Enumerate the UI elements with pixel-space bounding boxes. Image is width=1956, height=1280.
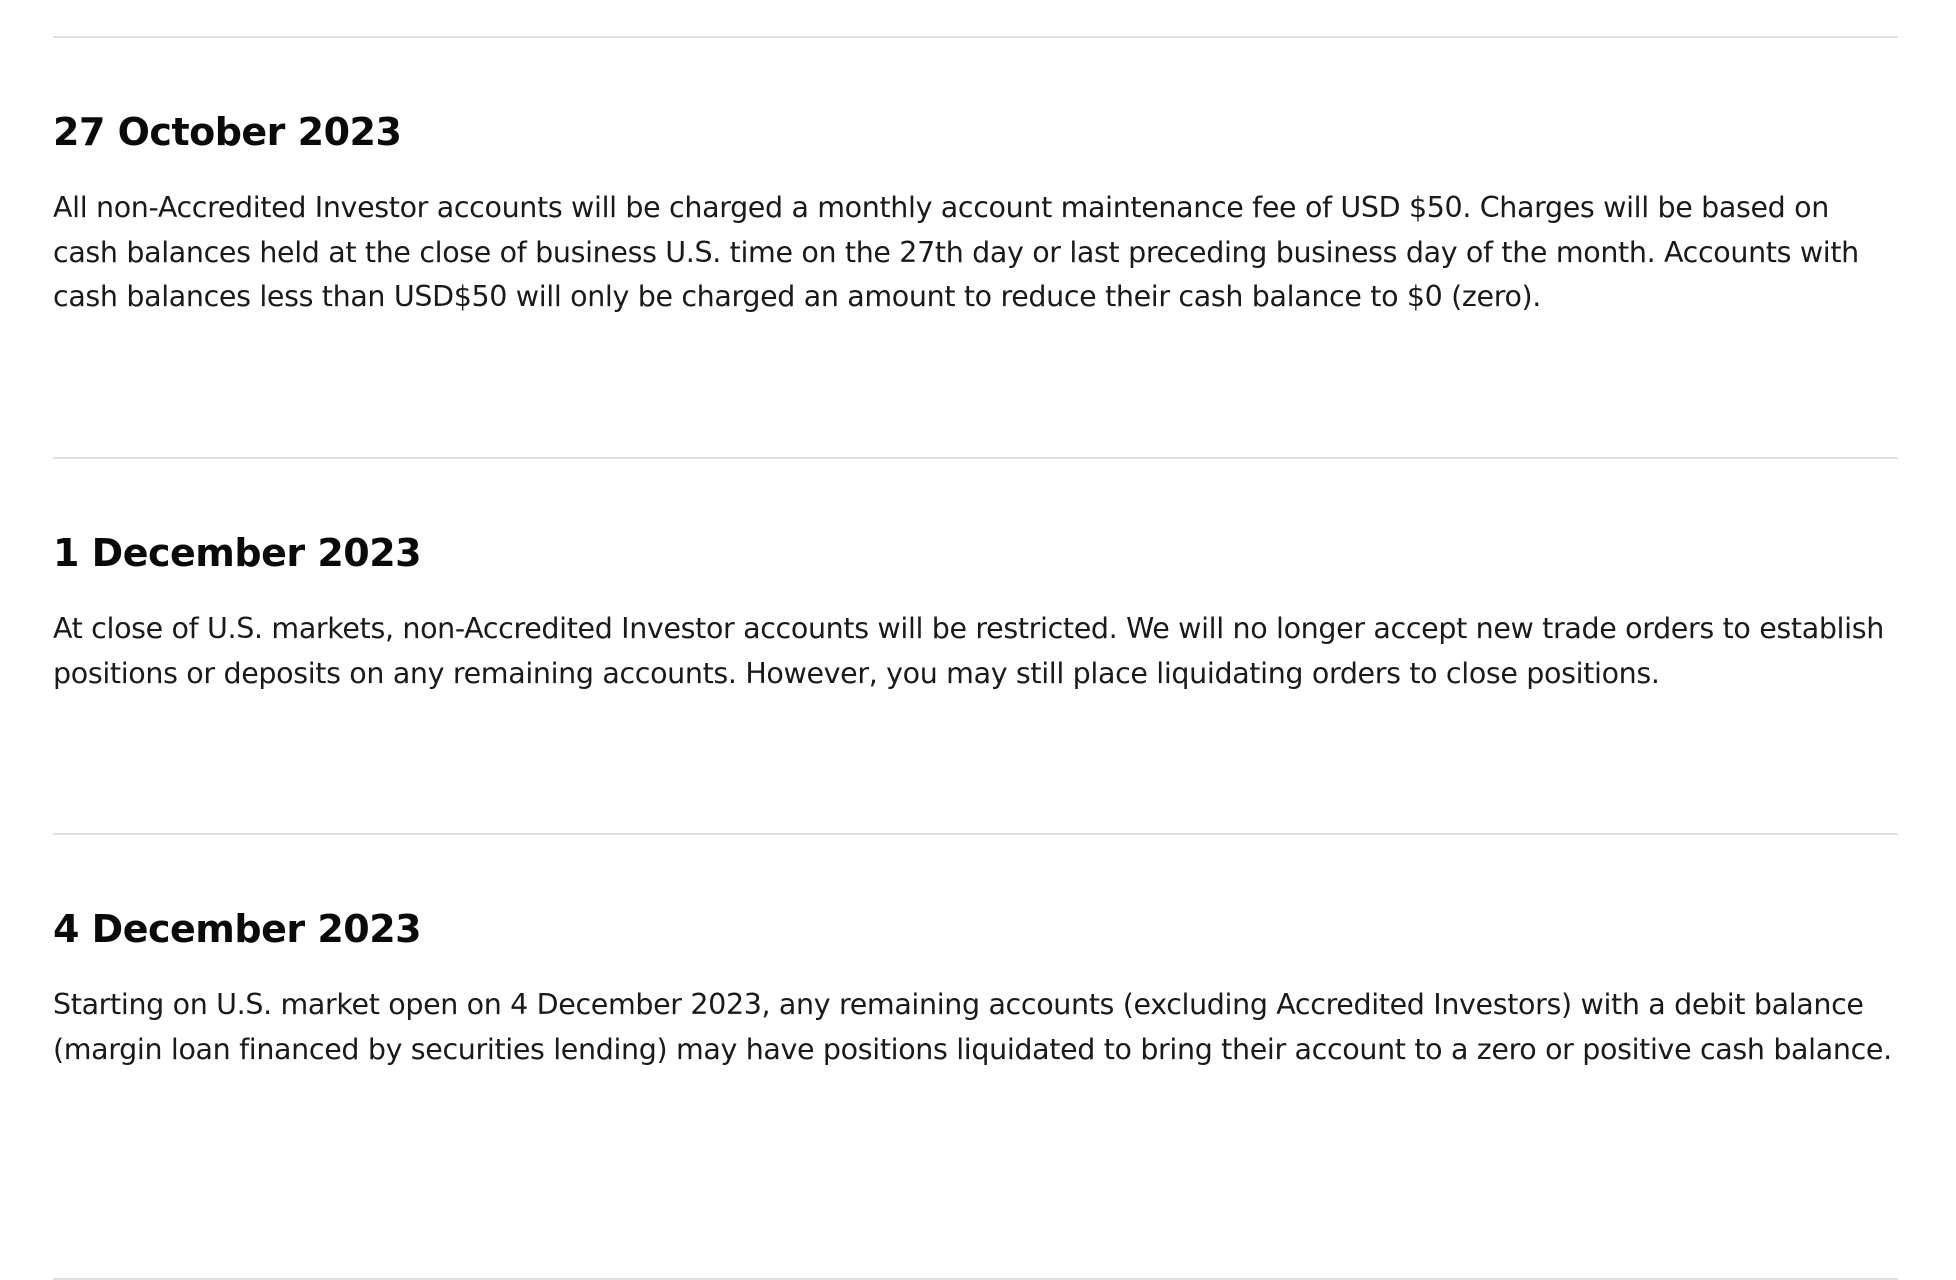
entry-description: All non-Accredited Investor accounts will be charged a monthly account maintenance fee of USD $50. Charges will be based on cash balances held at the close of business U.S. time on the 27th day or last preceding business day of the month. Accounts with cash balances less than USD$50 will only be charged an amount to reduce their cash balance to $0 (zero). — [53, 191, 1859, 313]
timeline-entry-27-october — [53, 108, 1898, 320]
timeline-entry-4-december — [53, 905, 1898, 1072]
timeline-entry-1-december — [53, 529, 1898, 696]
divider — [53, 36, 1898, 38]
entry-description: At close of U.S. markets, non-Accredited Investor accounts will be restricted. We will no longer accept new trade orders to establish positions or deposits on any remaining accounts. However, you may still place liquidating orders to close positions. — [53, 612, 1884, 690]
entry-date-heading: 1 December 2023 — [53, 531, 422, 575]
divider — [53, 457, 1898, 459]
entry-date-heading: 27 October 2023 — [53, 110, 402, 154]
divider — [53, 833, 1898, 835]
entry-date-heading: 4 December 2023 — [53, 907, 422, 951]
entry-description: Starting on U.S. market open on 4 December 2023, any remaining accounts (excluding Accredited Investors) with a debit balance (margin loan financed by securities lending) may have positions liquidated to bring their account to a zero or positive cash balance. — [53, 988, 1892, 1066]
